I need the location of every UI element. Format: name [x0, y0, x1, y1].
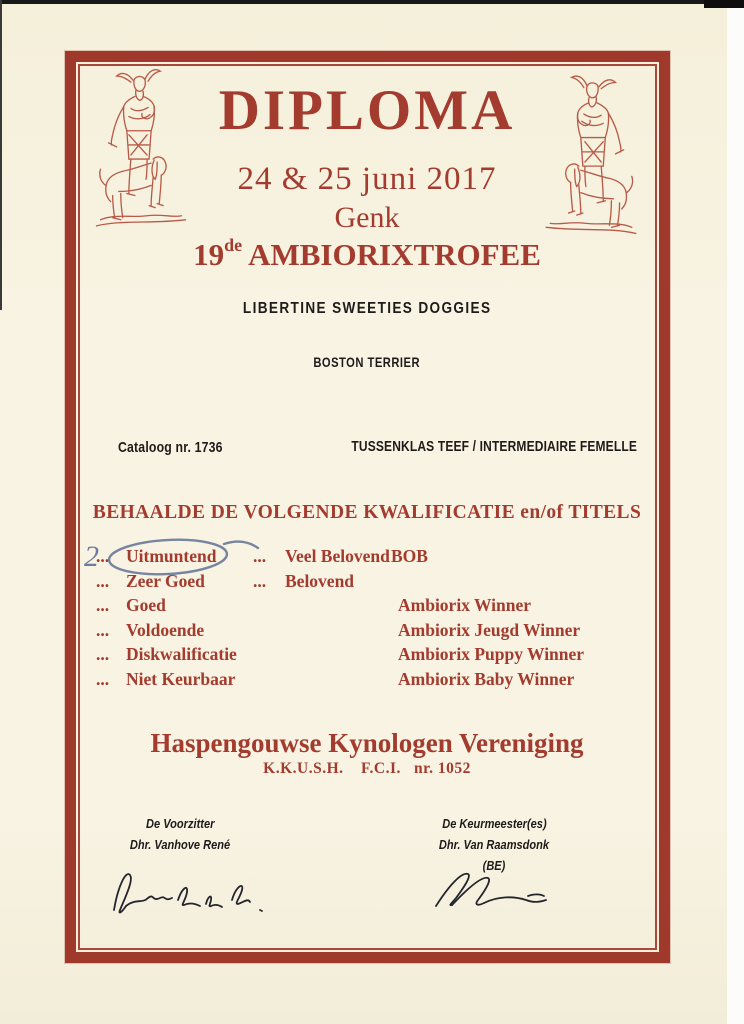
dots: ...: [96, 644, 110, 664]
scanner-edge-left: [0, 0, 2, 310]
trophy-ordinal: de: [224, 235, 243, 255]
title-ambiorix-baby-winner: Ambiorix Baby Winner: [398, 669, 575, 689]
trophy-number: 19: [193, 237, 225, 272]
qualification-row: [0, 546, 744, 570]
breed: BOSTON TERRIER: [313, 354, 421, 370]
dog-name-line: [79, 300, 655, 318]
breed-line: [79, 354, 655, 372]
dots: ...: [253, 546, 267, 566]
title-ambiorix-winner: Ambiorix Winner: [398, 595, 532, 615]
dog-name: LIBERTINE SWEETIES DOGGIES: [242, 300, 492, 317]
qualification-row: [0, 571, 744, 595]
signature-block-chairman: [105, 814, 255, 856]
catalog-number: Cataloog nr. 1736: [118, 439, 223, 456]
chairman-name: Dhr. Vanhove René: [129, 836, 231, 852]
dots: ...: [96, 620, 110, 640]
title-ambiorix-jeugd-winner: Ambiorix Jeugd Winner: [398, 620, 581, 640]
qualification-uitmuntend: Uitmuntend: [126, 546, 217, 566]
qualification-row: [0, 669, 744, 693]
judge-name: Dhr. Van Raamsdonk (BE): [438, 836, 550, 873]
qualification-voldoende: Voldoende: [126, 620, 205, 640]
organization-registration: K.K.U.S.H. F.C.I. nr. 1052: [263, 760, 471, 777]
judge-signature: [428, 860, 558, 915]
scanner-edge-right: [727, 0, 744, 1024]
class-label-line: [280, 438, 637, 455]
scanner-edge-top: [0, 0, 744, 4]
qualification-zeer-goed: Zeer Goed: [126, 571, 205, 591]
chairman-role: De Voorzitter: [145, 816, 215, 831]
scanner-edge-top-right: [704, 0, 744, 8]
trophy-title: [79, 235, 655, 273]
catalog-number-line: [118, 439, 246, 456]
dots: ...: [253, 571, 267, 591]
judge-role: De Keurmeester(es): [441, 816, 547, 831]
dots: ...: [96, 669, 110, 689]
qualification-goed: Goed: [126, 595, 166, 615]
qualification-row: [0, 595, 744, 619]
title-ambiorix-puppy-winner: Ambiorix Puppy Winner: [398, 644, 585, 664]
trophy-name: AMBIORIXTROFEE: [242, 237, 541, 272]
qualification-belovend: Belovend: [285, 571, 355, 591]
qualification-row: [0, 644, 744, 668]
organization-name: Haspengouwse Kynologen Vereniging: [150, 728, 584, 758]
dots: ...: [96, 595, 110, 615]
event-date: 24 & 25 juni 2017: [237, 161, 497, 197]
class-label: TUSSENKLAS TEEF / INTERMEDIAIRE FEMELLE: [351, 438, 637, 455]
qualification-diskwalificatie: Diskwalificatie: [126, 644, 237, 664]
event-city: Genk: [334, 201, 400, 234]
dots: ...: [96, 546, 110, 566]
qualification-heading: BEHAALDE DE VOLGENDE KWALIFICATIE en/of TITELS: [92, 502, 642, 523]
diploma-title: DIPLOMA: [218, 79, 516, 142]
qualification-row: [0, 620, 744, 644]
chairman-signature: [108, 858, 268, 922]
dots: ...: [96, 571, 110, 591]
handwritten-mark: 2: [84, 540, 99, 573]
title-bob: BOB: [391, 546, 428, 566]
qualification-veel-belovend: Veel Belovend: [285, 546, 390, 566]
qualification-niet-keurbaar: Niet Keurbaar: [126, 669, 236, 689]
